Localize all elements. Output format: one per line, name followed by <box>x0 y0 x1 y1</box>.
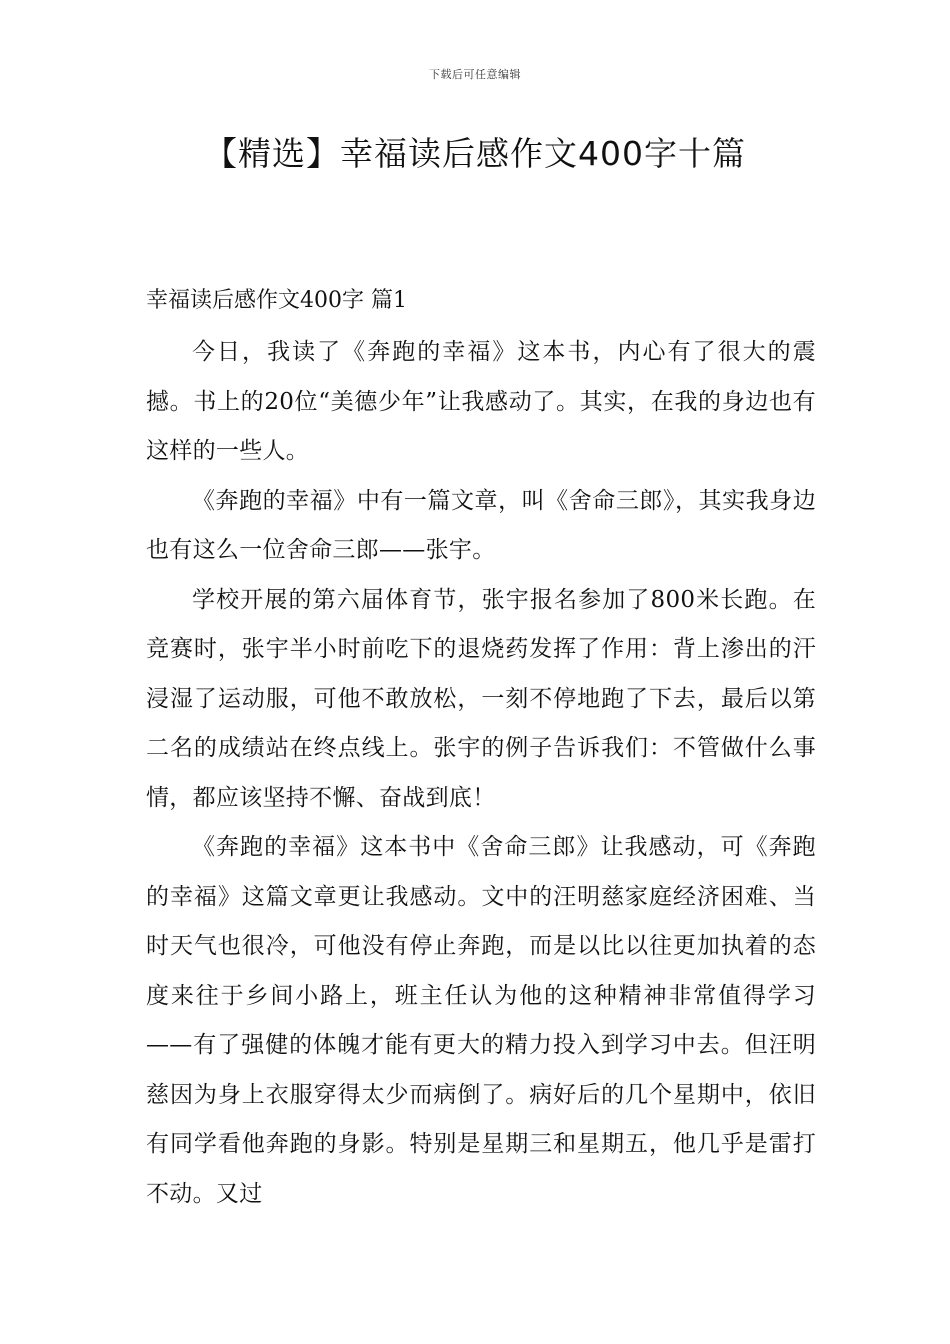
document-title: 【精选】幸福读后感作文400字十篇 <box>204 134 746 173</box>
paragraph: 《奔跑的幸福》中有一篇文章，叫《舍命三郎》，其实我身边也有这么一位舍命三郎——张宇。 <box>146 487 816 563</box>
paragraph: 学校开展的第六届体育节，张宇报名参加了800米长跑。在竞赛时，张宇半小时前吃下的退烧药发挥了作用：背上渗出的汗浸湿了运动服，可他不敢放松，一刻不停地跑了下去，最后以第二名的成绩站在终点线上。张宇的例子告诉我们：不管做什么事情，都应该坚持不懈、奋战到底！ <box>146 586 816 811</box>
article-body <box>146 328 816 1219</box>
paragraph: 今日，我读了《奔跑的幸福》这本书，内心有了很大的震撼。书上的20位“美德少年”让我感动了。其实，在我的身边也有这样的一些人。 <box>146 339 816 464</box>
header-note: 下载后可任意编辑 <box>429 68 521 81</box>
section-heading: 幸福读后感作文400字 篇1 <box>146 288 407 313</box>
paragraph: 《奔跑的幸福》这本书中《舍命三郎》让我感动，可《奔跑的幸福》这篇文章更让我感动。文中的汪明慈家庭经济困难、当时天气也很冷，可他没有停止奔跑，而是以比以往更加执着的态度来往于乡间小路上，班主任认为他的这种精神非常值得学习——有了强健的体魄才能有更大的精力投入到学习中去。但汪明慈因为身上衣服穿得太少而病倒了。病好后的几个星期中，依旧有同学看他奔跑的身影。特别是星期三和星期五，他几乎是雷打不动。又过 <box>146 834 816 1207</box>
